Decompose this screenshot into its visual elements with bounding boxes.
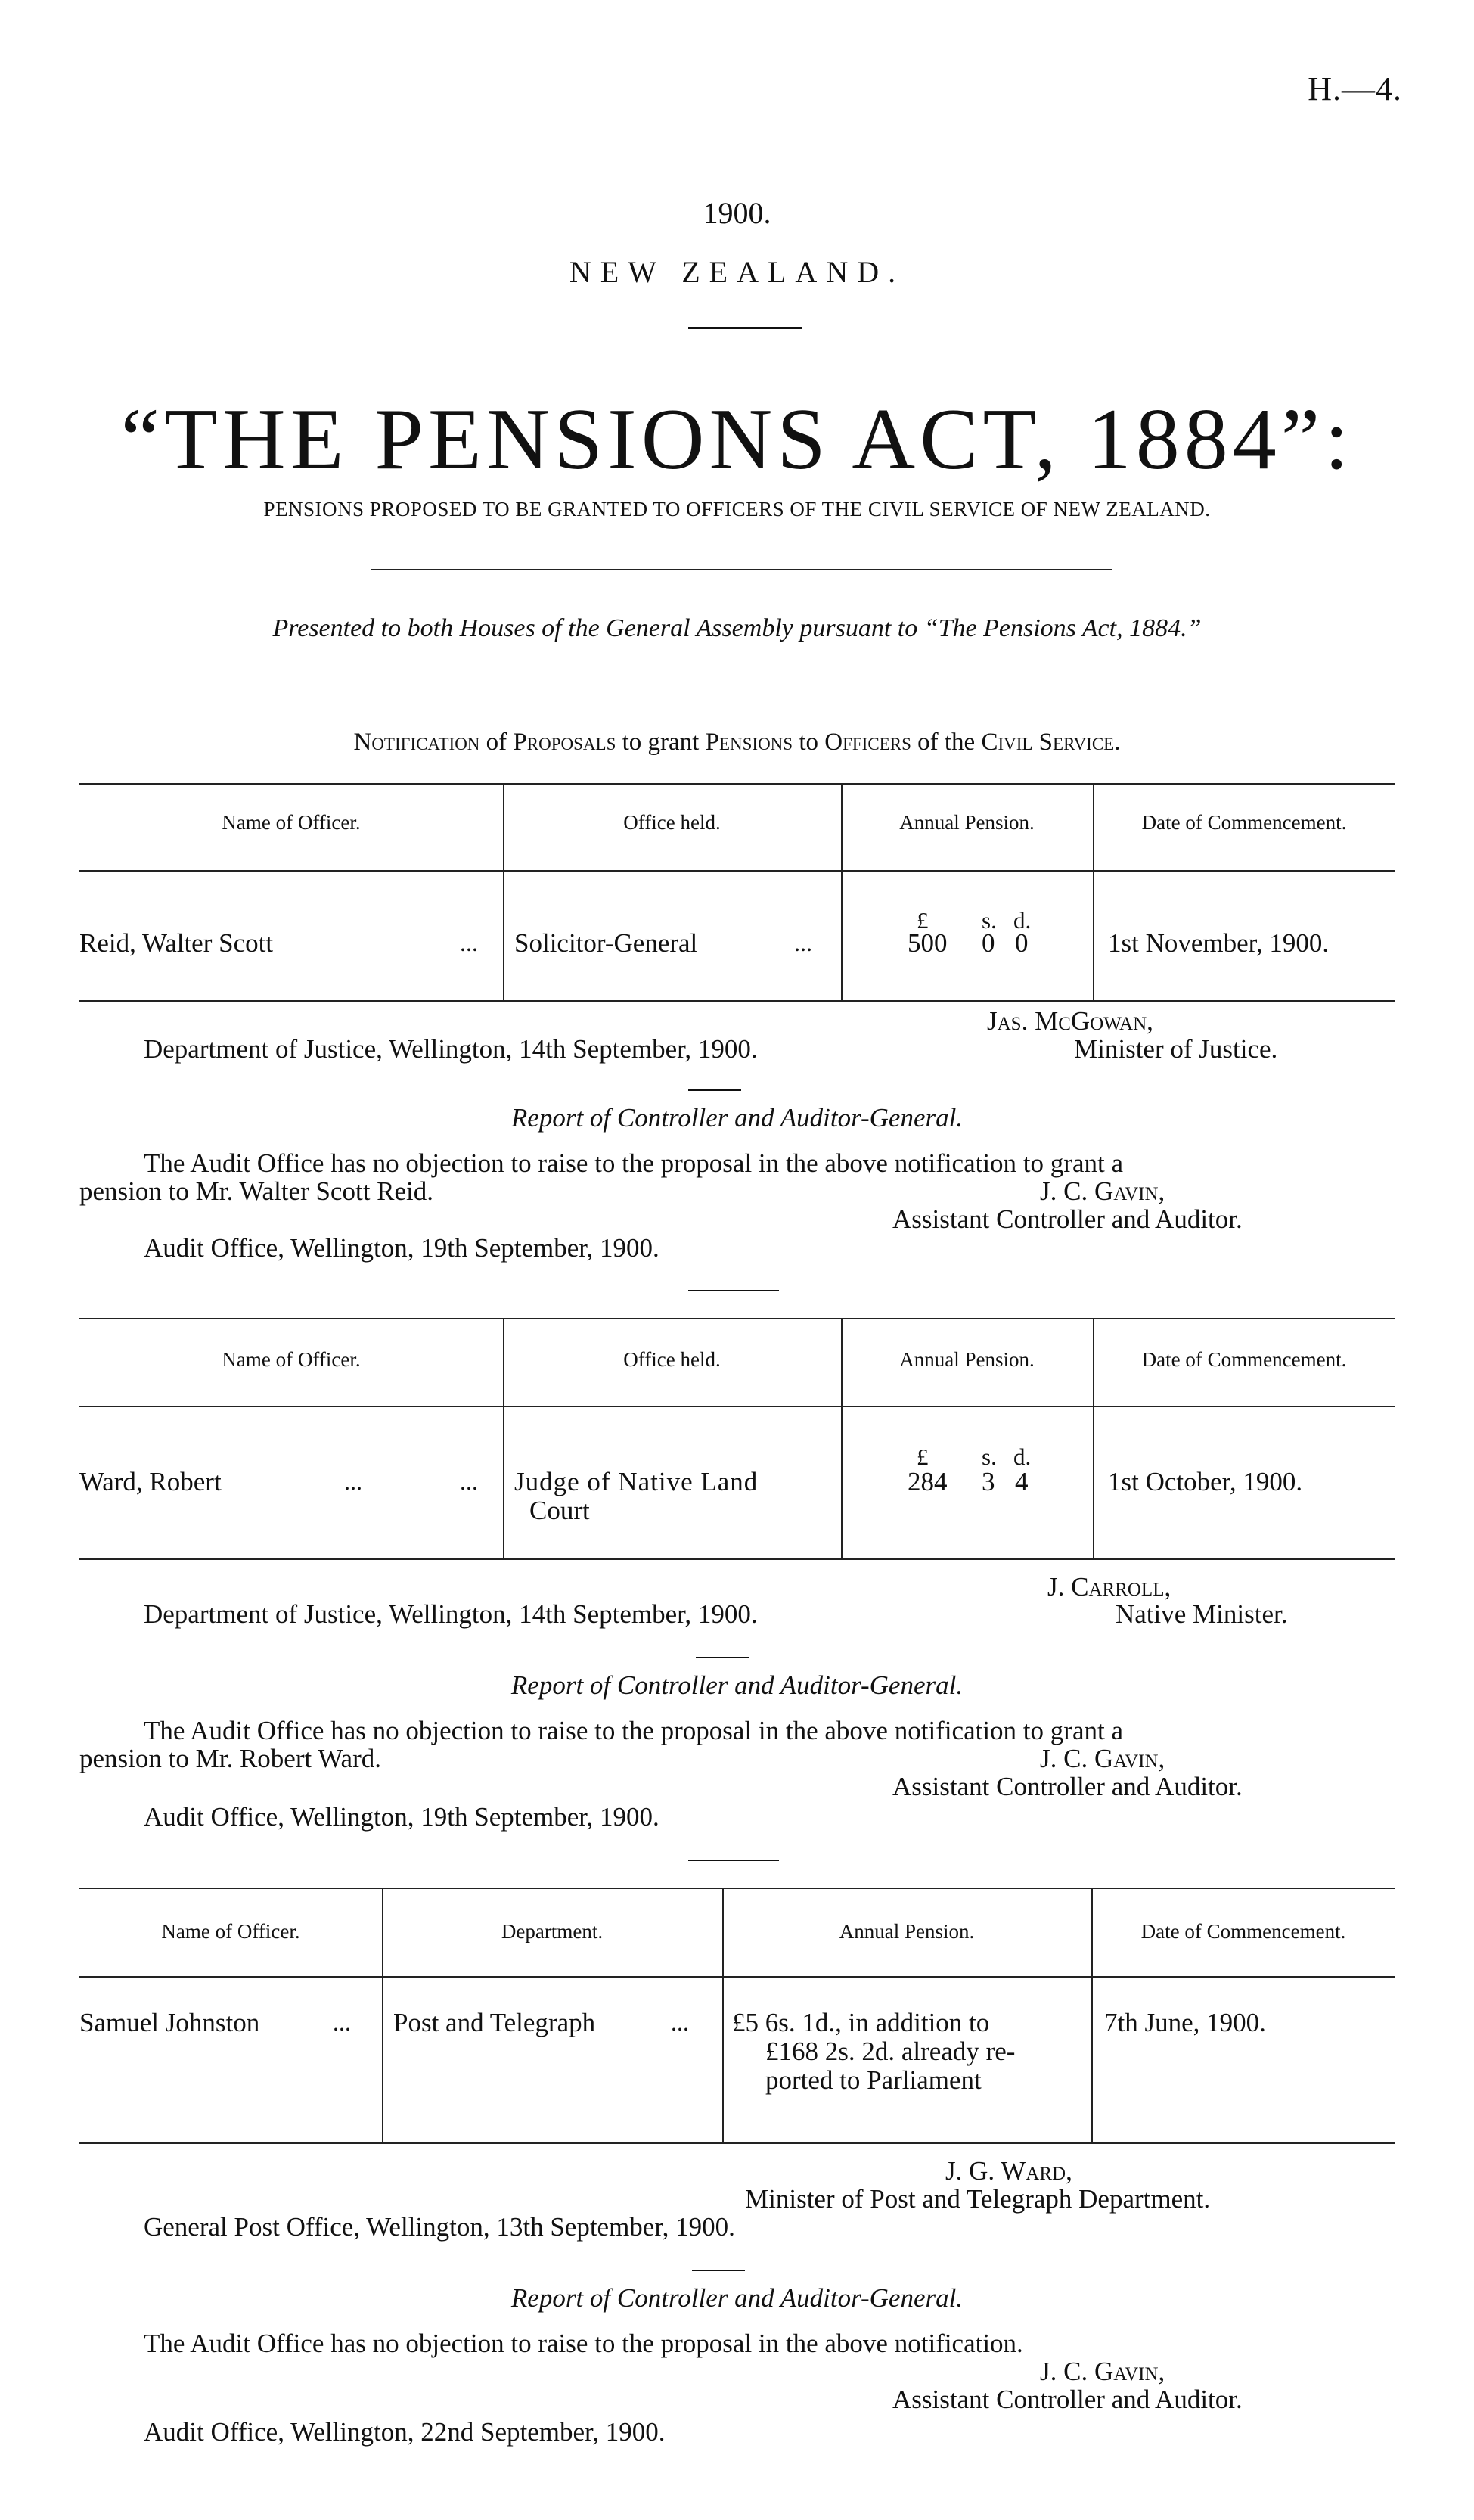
signatory-title: Minister of Justice. (1074, 1034, 1278, 1064)
leader-dots: ... (344, 1468, 362, 1495)
pension-pence: 4 (1015, 1467, 1029, 1496)
report-heading: Report of Controller and Auditor-General. (510, 2283, 964, 2313)
column-header: Date of Commencement. (1140, 1920, 1346, 1943)
pension-shillings: 3 (982, 1467, 995, 1496)
leader-dots: ... (460, 1468, 478, 1495)
divider (688, 1290, 779, 1291)
leader-dots: ... (333, 2009, 351, 2036)
leader-dots: ... (460, 929, 478, 956)
commencement-date: 1st November, 1900. (1108, 928, 1330, 958)
place-date: Audit Office, Wellington, 19th September, 1900. (144, 1802, 659, 1832)
pension-pence: 0 (1015, 928, 1029, 958)
signatory-name: Jas. McGowan, (987, 1006, 1153, 1036)
pension-shillings: 0 (982, 928, 995, 958)
department-line: Department of Justice, Wellington, 14th September, 1900. (144, 1599, 758, 1629)
notification-heading: Notification of Proposals to grant Pensions to Officers of the Civil Service. (353, 729, 1121, 756)
divider (692, 2270, 745, 2271)
department-line: Department of Justice, Wellington, 14th September, 1900. (144, 1034, 758, 1064)
signatory-title: Assistant Controller and Auditor. (892, 1204, 1243, 1234)
pension-amount: ported to Parliament (765, 2065, 982, 2095)
report-text: pension to Mr. Walter Scott Reid. (79, 1176, 434, 1206)
currency-pound: £ (917, 1443, 929, 1470)
presentation-note: Presented to both Houses of the General Assembly pursuant to “The Pensions Act, 1884.” (272, 614, 1202, 642)
signatory-name: J. C. Gavin, (1040, 2357, 1165, 2386)
signatory-title: Native Minister. (1116, 1599, 1288, 1629)
commencement-date: 7th June, 1900. (1104, 2008, 1266, 2037)
column-header: Annual Pension. (839, 1920, 975, 1943)
column-header: Annual Pension. (899, 811, 1035, 834)
column-header: Name of Officer. (161, 1920, 300, 1943)
divider (688, 1860, 779, 1861)
column-header: Date of Commencement. (1141, 1348, 1347, 1371)
column-header: Office held. (623, 1348, 721, 1371)
currency-shillings: s. (982, 1443, 997, 1470)
pension-amount: £168 2s. 2d. already re- (765, 2037, 1016, 2066)
column-header: Office held. (623, 811, 721, 834)
divider (696, 1657, 749, 1658)
pension-pounds: 500 (908, 928, 948, 958)
commencement-date: 1st October, 1900. (1108, 1467, 1303, 1496)
signatory-name: J. G. Ward, (945, 2156, 1072, 2186)
currency-pence: d. (1013, 907, 1032, 934)
divider (688, 1089, 741, 1091)
column-header: Date of Commencement. (1141, 811, 1347, 834)
column-header: Name of Officer. (222, 1348, 361, 1371)
currency-pence: d. (1013, 1443, 1032, 1470)
leader-dots: ... (671, 2009, 689, 2036)
office-held: Judge of Native Land (514, 1467, 759, 1496)
country-heading: NEW ZEALAND. (569, 255, 905, 289)
department: Post and Telegraph (393, 2008, 596, 2037)
officer-name: Samuel Johnston (79, 2008, 260, 2037)
currency-shillings: s. (982, 907, 997, 934)
report-text: The Audit Office has no objection to raise to the proposal in the above notification to grant a (144, 1716, 1123, 1745)
document-title: “THE PENSIONS ACT, 1884”: (120, 391, 1354, 488)
signatory-title: Assistant Controller and Auditor. (892, 1772, 1243, 1801)
officer-name: Reid, Walter Scott (79, 928, 274, 958)
document-year: 1900. (703, 196, 771, 230)
pension-amount: £5 6s. 1d., in addition to (732, 2008, 990, 2037)
report-heading: Report of Controller and Auditor-General. (510, 1103, 964, 1133)
leader-dots: ... (794, 929, 812, 956)
signatory-name: J. C. Gavin, (1040, 1744, 1165, 1773)
report-text: pension to Mr. Robert Ward. (79, 1744, 381, 1773)
place-date: Audit Office, Wellington, 19th September, 1900. (144, 1233, 659, 1263)
currency-pound: £ (917, 907, 929, 934)
report-heading: Report of Controller and Auditor-General. (510, 1670, 964, 1700)
divider (688, 327, 802, 329)
signatory-name: J. Carroll, (1047, 1572, 1171, 1602)
divider (371, 569, 1112, 570)
place-date: General Post Office, Wellington, 13th September, 1900. (144, 2212, 735, 2242)
column-header: Name of Officer. (222, 811, 361, 834)
office-held: Court (529, 1496, 590, 1525)
column-header: Annual Pension. (899, 1348, 1035, 1371)
pension-pounds: 284 (908, 1467, 948, 1496)
column-header: Department. (501, 1920, 604, 1943)
document-subtitle: PENSIONS PROPOSED TO BE GRANTED TO OFFICERS OF THE CIVIL SERVICE OF NEW ZEALAND. (263, 498, 1211, 520)
signatory-name: J. C. Gavin, (1040, 1176, 1165, 1206)
report-text: The Audit Office has no objection to raise to the proposal in the above notification. (144, 2329, 1023, 2358)
page-reference: H.—4. (1308, 70, 1402, 107)
signatory-title: Assistant Controller and Auditor. (892, 2385, 1243, 2414)
officer-name: Ward, Robert (79, 1467, 222, 1496)
place-date: Audit Office, Wellington, 22nd September, 1900. (144, 2417, 666, 2447)
signatory-title: Minister of Post and Telegraph Department. (745, 2184, 1211, 2214)
report-text: The Audit Office has no objection to raise to the proposal in the above notification to grant a (144, 1148, 1123, 1178)
office-held: Solicitor-General (514, 928, 698, 958)
